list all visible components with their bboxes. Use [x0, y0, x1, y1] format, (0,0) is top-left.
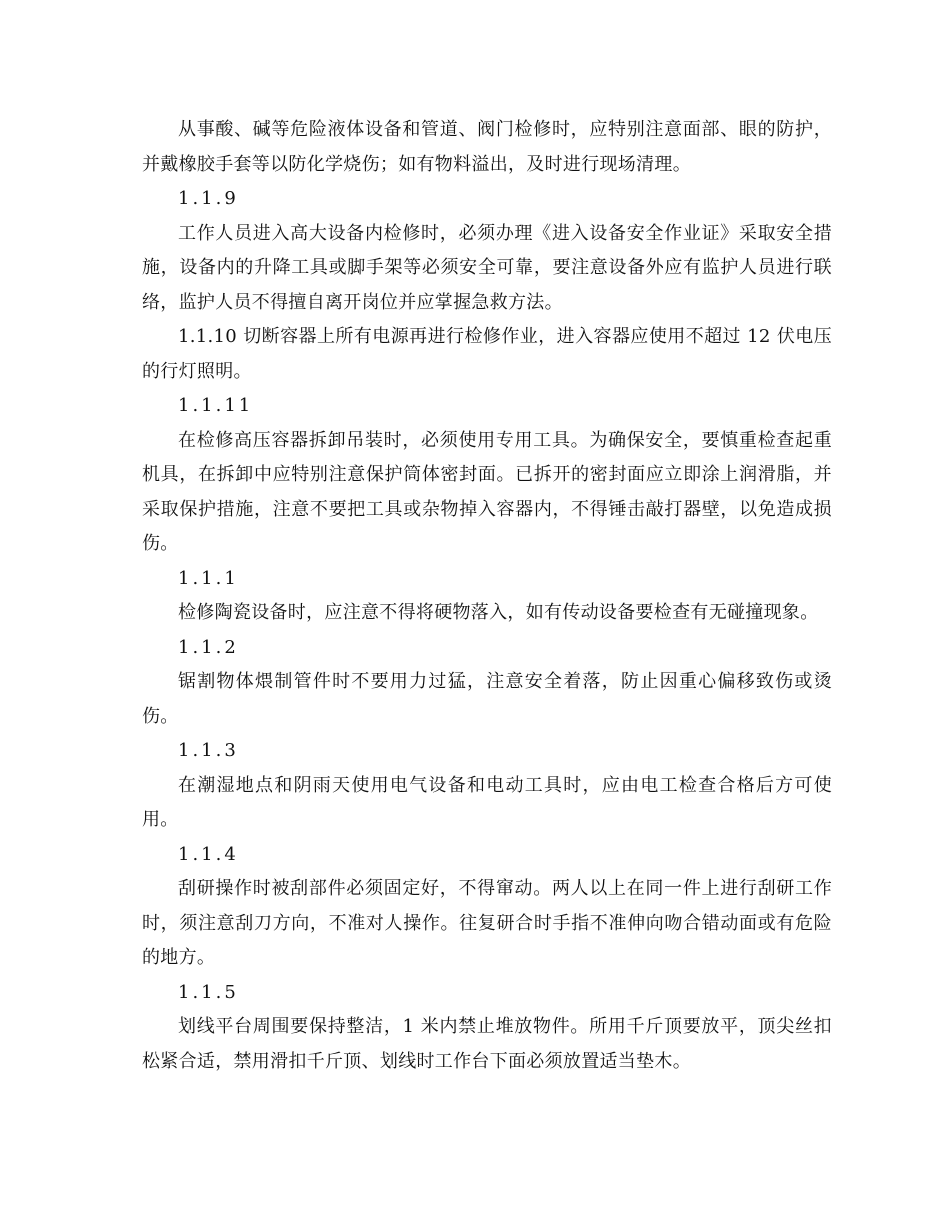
section-number-1-1-4: 1.1.4 — [178, 843, 239, 865]
paragraph-high-pressure-vessel: 在检修高压容器拆卸吊装时，必须使用专用工具。为确保安全，要慎重检查起重机具，在拆卸中应特别注意保护筒体密封面。已拆开的密封面应立即涂上润滑脂，并采取保护措施，注意不要把工具或杂物掉入容器内，不得锤击敲打器壁，以免造成损伤。 — [142, 429, 832, 554]
section-number-1-1-11: 1.1.11 — [178, 395, 254, 416]
section-number-1-1-1: 1.1.1 — [178, 567, 239, 589]
paragraph-large-equipment-entry: 工作人员进入高大设备内检修时，必须办理《进入设备安全作业证》采取安全措施，设备内的升降工具或脚手架等必须安全可靠，要注意设备外应有监护人员进行联络，监护人员不得擅自离开岗位并应掌握急救方法。 — [142, 222, 832, 313]
paragraph-ceramic-equipment: 检修陶瓷设备时，应注意不得将硬物落入，如有传动设备要检查有无碰撞现象。 — [178, 602, 819, 623]
section-number-1-1-3: 1.1.3 — [178, 740, 239, 761]
paragraph-1-1-10-power-cutoff: 1.1.10 切断容器上所有电源再进行检修作业，进入容器应使用不超过 12 伏电压的行灯照明。 — [142, 326, 832, 382]
section-number-1-1-9: 1.1.9 — [178, 188, 239, 209]
paragraph-sawing-pipe-bending: 锯割物体煨制管件时不要用力过猛，注意安全着落，防止因重心偏移致伤或烫伤。 — [142, 671, 832, 727]
document-body — [142, 113, 832, 1079]
paragraph-scraping-operation: 刮研操作时被刮部件必须固定好，不得窜动。两人以上在同一件上进行刮研工作时，须注意刮刀方向，不准对人操作。往复研合时手指不准伸向吻合错动面或有危险的地方。 — [142, 878, 832, 968]
section-number-1-1-5: 1.1.5 — [178, 981, 239, 1003]
paragraph-acid-alkali-maintenance: 从事酸、碱等危险液体设备和管道、阀门检修时，应特别注意面部、眼的防护，并戴橡胶手套等以防化学烧伤；如有物料溢出，及时进行现场清理。 — [142, 119, 832, 175]
paragraph-damp-electrical-tools: 在潮湿地点和阴雨天使用电气设备和电动工具时，应由电工检查合格后方可使用。 — [142, 774, 832, 830]
paragraph-marking-platform: 划线平台周围要保持整洁，1 米内禁止堆放物件。所用千斤顶要放平，顶尖丝扣松紧合适，禁用滑扣千斤顶、划线时工作台下面必须放置适当垫木。 — [142, 1016, 832, 1072]
section-number-1-1-2: 1.1.2 — [178, 636, 239, 658]
